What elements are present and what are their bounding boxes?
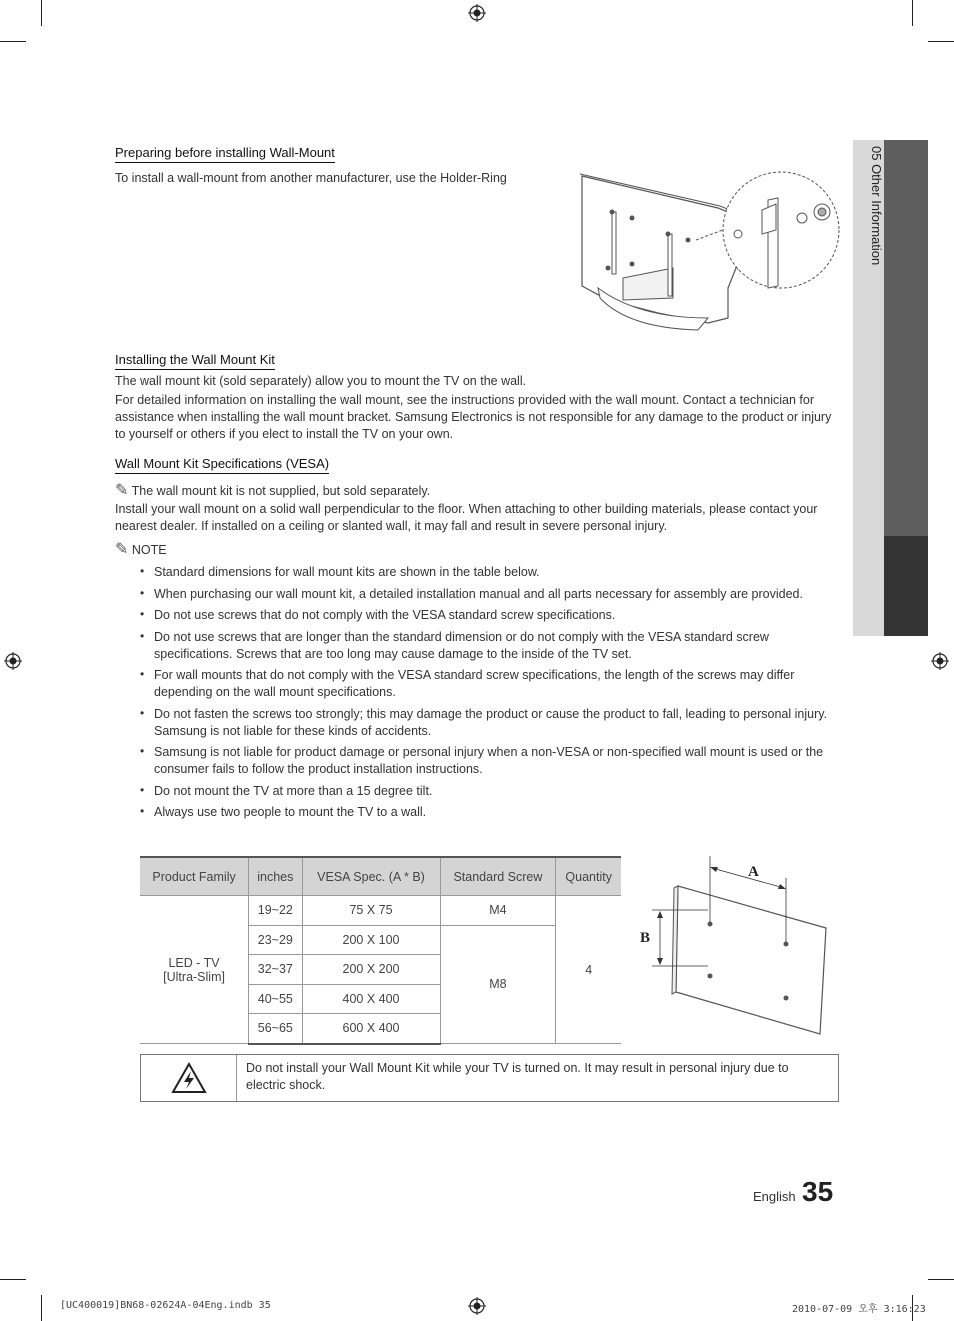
product-family-cell xyxy=(140,896,249,1044)
inches-cell: 56~65 xyxy=(249,1014,302,1044)
screw-cell: M8 xyxy=(440,925,556,1044)
list-item: • Always use two people to mount the TV to a wall. xyxy=(140,804,842,821)
label-a: A xyxy=(748,864,759,880)
vesa-cell: 600 X 400 xyxy=(302,1014,440,1044)
holder-ring-illustration xyxy=(578,168,840,332)
registration-mark-icon xyxy=(468,1297,486,1315)
registration-mark-icon xyxy=(468,4,486,22)
list-item: • Do not mount the TV at more than a 15 degree tilt. xyxy=(140,783,842,800)
holder-ring-text: To install a wall-mount from another manufacturer, use the Holder-Ring xyxy=(115,171,507,185)
vesa-dimension-diagram xyxy=(634,856,834,1038)
crop-mark xyxy=(912,0,913,26)
list-item: • For wall mounts that do not comply with the VESA standard screw specifications, the length of the screws may differ depending on the wall mount specifications. xyxy=(140,667,842,701)
list-item: • When purchasing our wall mount kit, a detailed installation manual and all parts necessary for assembly are provided. xyxy=(140,586,842,603)
section-heading-preparing: Preparing before installing Wall-Mount xyxy=(115,145,335,163)
list-item: • Do not fasten the screws too strongly; this may damage the product or cause the product to fall, leading to personal injury. Samsung is not liable for these kinds of accidents. xyxy=(140,706,842,740)
list-item: • Do not use screws that do not comply with the VESA standard screw specifications. xyxy=(140,607,842,624)
list-item: • Samsung is not liable for product damage or personal injury when a non-VESA or non-specified wall mount is used or the consumer fails to follow the product installation instructions. xyxy=(140,744,842,778)
inches-cell: 32~37 xyxy=(249,955,302,985)
list-item: • Standard dimensions for wall mount kits are shown in the table below. xyxy=(140,564,842,581)
vesa-cell: 200 X 200 xyxy=(302,955,440,985)
note-text: The wall mount kit is not supplied, but sold separately. xyxy=(131,484,431,498)
label-b: B xyxy=(640,930,651,946)
warning-text: Do not install your Wall Mount Kit while your TV is turned on. It may result in personal injury due to electric shock. xyxy=(246,1061,789,1092)
screw-cell: M4 xyxy=(440,896,556,926)
crop-mark xyxy=(928,1279,954,1280)
vesa-cell: 200 X 100 xyxy=(302,925,440,955)
side-tab-current xyxy=(884,536,928,636)
crop-mark xyxy=(0,41,26,42)
vesa-cell: 75 X 75 xyxy=(302,896,440,926)
footer-language: English xyxy=(753,1189,796,1204)
header-standard-screw: Standard Screw xyxy=(440,857,556,896)
registration-mark-icon xyxy=(931,652,949,670)
page-number: 35 xyxy=(802,1176,834,1207)
footer-timestamp: 2010-07-09 오후 3:16:23 xyxy=(792,1304,926,1315)
section-label: 05 Other Information xyxy=(869,146,884,266)
note-bullets xyxy=(140,564,842,826)
crop-mark xyxy=(41,1295,42,1321)
install-line-2: For detailed information on installing the wall mount, see the instructions provided with the wall mount. Contact a technician for assistance when installing the wall mount bracket. Samsung Electronics is not responsible for any damage to the product or injury to yourself or others if you elect to install the TV on your own. xyxy=(115,393,832,441)
section-heading-installing: Installing the Wall Mount Kit xyxy=(115,352,275,370)
inches-cell: 19~22 xyxy=(249,896,302,926)
table-row xyxy=(140,896,621,926)
note-label: NOTE xyxy=(131,543,167,557)
vesa-cell: 400 X 400 xyxy=(302,984,440,1014)
registration-mark-icon xyxy=(4,652,22,670)
header-quantity: Quantity xyxy=(556,857,621,896)
note-line xyxy=(115,482,430,500)
quantity-cell: 4 xyxy=(556,896,621,1044)
warning-divider xyxy=(236,1055,237,1101)
crop-mark xyxy=(928,41,954,42)
warning-shock-icon xyxy=(171,1062,207,1094)
side-tab-dark xyxy=(884,140,928,536)
crop-mark xyxy=(41,0,42,26)
family-line-2: [Ultra-Slim] xyxy=(163,969,225,984)
header-product-family: Product Family xyxy=(140,857,249,896)
family-line-1: LED - TV xyxy=(168,955,220,970)
table-header-row xyxy=(140,857,621,896)
header-vesa-spec: VESA Spec. (A * B) xyxy=(302,857,440,896)
install-line-1: The wall mount kit (sold separately) allow you to mount the TV on the wall. xyxy=(115,374,527,388)
inches-cell: 23~29 xyxy=(249,925,302,955)
inches-cell: 40~55 xyxy=(249,984,302,1014)
note-header xyxy=(115,541,167,559)
header-inches: inches xyxy=(249,857,302,896)
warning-box xyxy=(140,1054,839,1102)
crop-mark xyxy=(0,1279,26,1280)
note-pencil-icon: ✎ xyxy=(115,482,129,499)
note-pencil-icon: ✎ xyxy=(115,541,129,558)
install-paragraph: Install your wall mount on a solid wall perpendicular to the floor. When attaching to other building materials, please contact your nearest dealer. If installed on a ceiling or slanted wall, it may fall and result in severe personal injury. xyxy=(115,502,818,533)
footer-file-info: [UC400019]BN68-02624A-04Eng.indb 35 xyxy=(60,1300,271,1311)
vesa-spec-table xyxy=(140,856,621,1045)
list-item: • Do not use screws that are longer than the standard dimension or do not comply with the VESA standard screw specifications. Screws that are too long may cause damage to the inside of the TV set. xyxy=(140,629,842,663)
section-heading-vesa: Wall Mount Kit Specifications (VESA) xyxy=(115,456,329,474)
